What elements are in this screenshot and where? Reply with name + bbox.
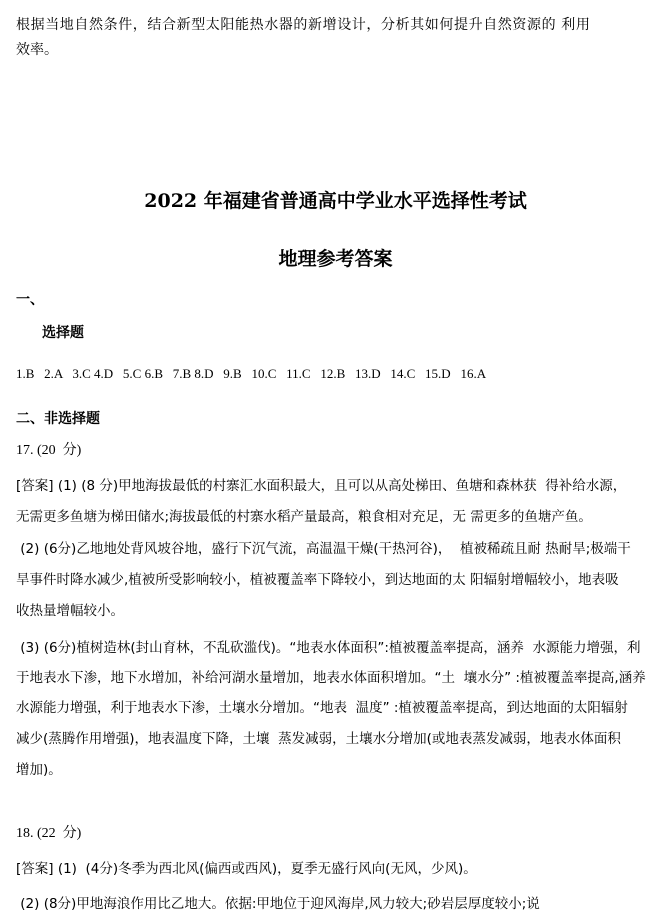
question-18-label: 18. (22 分): [16, 826, 82, 841]
intro-line: 效率。: [16, 42, 58, 58]
answer-line: (2) (8分)甲地海浪作用比乙地大。依据:甲地位于迎风海岸,风力较大;砂岩层厚度较小;说: [16, 896, 540, 912]
answer-line: 旱事件时降水减少,植被所受影响较小，植被覆盖率下降较小，到达地面的太 阳辐射增幅较小，地表吸: [16, 572, 619, 588]
section-number: 一、: [16, 292, 44, 308]
answer-line: (3) (6分)植树造林(封山育林，不乱砍滥伐)。“地表水体面积”:植被覆盖率提高，涵养 水源能力增强，利: [16, 640, 641, 656]
answer-line: 于地表水下渗，地下水增加，补给河湖水量增加，地表水体面积增加。“土 壤水分” :植被覆盖率提高,涵养: [16, 670, 646, 686]
page-subtitle: 地理参考答案: [278, 248, 393, 270]
section-heading-nonchoice: 二、非选择题: [16, 411, 100, 427]
answer-line: 水源能力增强，利于地表水下渗，土壤水分增加。“地表 温度” :植被覆盖率提高，到达地面的太阳辐射: [16, 700, 628, 716]
answer-line: 减少(蒸腾作用增强)，地表温度下降，土壤 蒸发减弱，土壤水分增加(或地表蒸发减弱，地表水体面积: [16, 731, 621, 747]
choice-answers: 1.B 2.A 3.C 4.D 5.C 6.B 7.B 8.D 9.B 10.C 11.C 12.B 13.D 14.C 15.D 16.A: [16, 366, 487, 381]
section-heading-choice: 选择题: [42, 325, 84, 341]
answer-line: (2) (6分)乙地地处背风坡谷地，盛行下沉气流，高温温干燥(干热河谷)， 植被稀疏且耐 热耐旱;极端干: [16, 541, 631, 557]
page-title: 2022 年福建省普通高中学业水平选择性考试: [144, 190, 527, 212]
intro-line: 根据当地自然条件，结合新型太阳能热水器的新增设计，分析其如何提升自然资源的 利用: [16, 17, 591, 33]
answer-line: [答案] (1) (4分)冬季为西北风(偏西或西风)，夏季无盛行风向(无风，少风)。: [16, 861, 477, 877]
question-17-label: 17. (20 分): [16, 443, 82, 458]
answer-line: 收热量增幅较小。: [16, 603, 124, 619]
answer-line: 无需更多鱼塘为梯田储水;海拔最低的村寨水稻产量最高，粮食相对充足，无 需更多的鱼塘产鱼。: [16, 509, 592, 525]
answer-line: 增加)。: [16, 762, 62, 778]
answer-line: [答案] (1) (8 分)甲地海拔最低的村寨汇水面积最大，且可以从高处梯田、鱼塘和森林获 得补给水源，: [16, 478, 627, 494]
